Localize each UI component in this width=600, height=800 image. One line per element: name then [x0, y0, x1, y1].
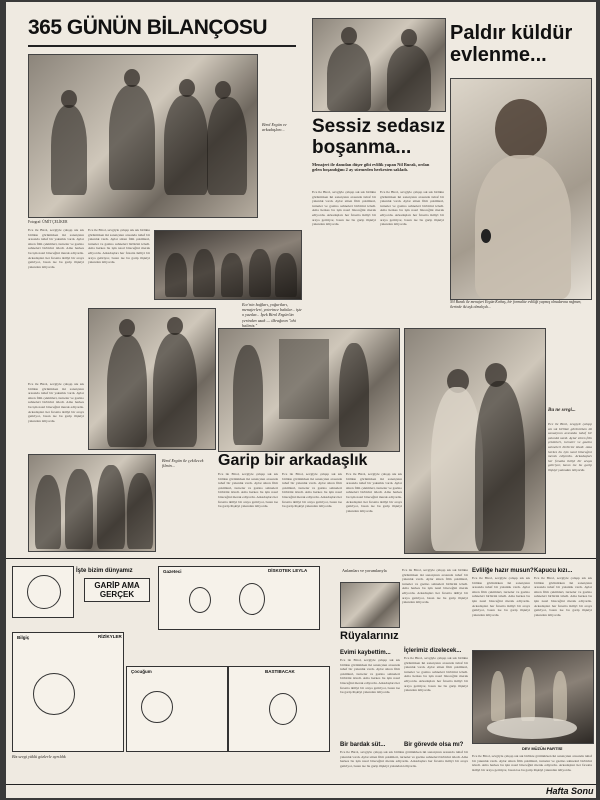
- cartoon-footer: Biz sevgi yüklü gözlerle ayrıldık: [12, 754, 66, 759]
- article-text-left-3: Ece ile Birol, sevgiyle çalışıp sık sık birlikte görünürken iki sanatçının arasında tuhaf bir yakınlık vardı. Aylar süren film çekimleri, turneler ve gazino sahneleri birbirini izledi. Ama herkes bu işin nasıl biteceğini merak ediyordu. Arkadaşları her fırsatta ikiliyi bir araya getiriyor, basın ise bu garip ilişkiyi yakından izliyordu.: [28, 382, 84, 423]
- cartoon-label-diskotek: DİSKOTEK LEYLA: [268, 568, 308, 573]
- cartoon-panel-bastibacak: BASTIBACAK: [228, 666, 330, 752]
- cartoon-mascot: [12, 566, 74, 618]
- dreams-item-1-text: Ece ile Birol, sevgiyle çalışıp sık sık birlikte görünürken iki sanatçının arasında tuhaf bir yakınlık vardı. Aylar süren film çekimleri, turneler ve gazino sahneleri birbirini izledi. Ama herkes bu işin nasıl biteceğini merak ediyordu. Arkadaşları her fırsatta ikiliyi bir araya getiriyor, basın ise bu garip ilişkiyi yakından izliyordu.: [340, 658, 400, 695]
- dreams-item-1: Evimi kaybettim...: [340, 650, 391, 656]
- caption-bottom-left: Birol Ergün ile çekilecek filmin...: [162, 458, 204, 469]
- dreams-text: Ece ile Birol, sevgiyle çalışıp sık sık birlikte görünürken iki sanatçının arasında tuhaf bir yakınlık vardı. Aylar süren film çekimleri, turneler ve gazino sahneleri birbirini izledi. Ama herkes bu işin nasıl biteceğini merak ediyordu. Arkadaşları her fırsatta ikiliyi bir araya getiriyor, basın ise bu garip ilişkiyi yakından izliyordu.: [402, 568, 468, 605]
- photo-party: [472, 650, 594, 744]
- caption-bu-ne-sevgi: Bu ne sevgi...: [548, 408, 576, 413]
- headline-underline: [28, 45, 296, 47]
- divorce-deck: Menajeri ile damdan düşer gibi evlilik yapan Nil Burak, ordan gelen boşandığını 2 ay sürmeden herkesten sakladı.: [312, 162, 430, 173]
- caption-nil-burak: Nil Burak ile menajeri Ergün Kırbaş, bir formalite evliliği yapmış olmalarına rağmen, ilerinde iki aşk olmalıydı...: [450, 300, 582, 310]
- photo-group-toast: [28, 454, 156, 552]
- cartoon-panel-gazeteci: Gazeteci: [158, 566, 320, 630]
- caption-top-left: Birol Ergün ve arkadaşları...: [262, 122, 287, 133]
- right-item-1: Evliliğe hazır musun?: [472, 568, 534, 574]
- cartoon-title: GARİP AMA GERÇEK: [84, 578, 150, 602]
- caption-middle: Ece'nin bağları, yoğurtları, menajerleri, yeterince bakılar... işte o yazılar... İpek Birol Ergün'ün yerinden uzak — ilkrağının "ahi halimiz.": [242, 302, 302, 328]
- dreams-item-3-text: Ece ile Birol, sevgiyle çalışıp sık sık birlikte görünürken iki sanatçının arasında tuhaf bir yakınlık vardı. Aylar süren film çekimleri, turneler ve gazino sahneleri birbirini izledi. Ama herkes bu işin nasıl biteceğini merak ediyordu. Arkadaşları her fırsatta ikiliyi bir araya getiriyor, basın ise bu garip ilişkiyi yakından izliyordu.: [340, 750, 468, 768]
- photo-hugging-couple: [404, 328, 546, 554]
- cartoon-panel-bilgic: Bilgiç: [12, 632, 124, 752]
- footer-photo-text: Ece ile Birol, sevgiyle çalışıp sık sık birlikte görünürken iki sanatçının arasında tuhaf bir yakınlık vardı. Aylar süren film çekimleri, turneler ve gazino sahneleri birbirini izledi. Ama herkes bu işin nasıl biteceğini merak ediyordu. Arkadaşları her fırsatta ikiliyi bir araya getiriyor, basın ise bu garip ilişkiyi yakından izliyordu.: [472, 754, 592, 772]
- photo-group-seated: [154, 230, 302, 300]
- article-text-center-1: Ece ile Birol, sevgiyle çalışıp sık sık birlikte görünürken iki sanatçının arasında tuhaf bir yakınlık vardı. Aylar süren film çekimleri, turneler ve gazino sahneleri birbirini izledi. Ama herkes bu işin nasıl biteceğini merak ediyordu. Arkadaşları her fırsatta ikiliyi bir araya getiriyor, basın ise bu garip ilişkiyi yakından izliyordu.: [312, 190, 376, 227]
- dreams-item-2: İçlerimiz dizelecek...: [404, 648, 462, 654]
- right-item-1-text: Ece ile Birol, sevgiyle çalışıp sık sık birlikte görünürken iki sanatçının arasında tuhaf bir yakınlık vardı. Aylar süren film çekimleri, turneler ve gazino sahneleri birbirini izledi. Ama herkes bu işin nasıl biteceğini merak ediyordu. Arkadaşları her fırsatta ikiliyi bir araya getiriyor, basın ise bu garip ilişkiyi yakından izliyordu.: [472, 576, 530, 617]
- photo-nil-burak-portrait: [450, 78, 592, 300]
- article-text-friendship-3: Ece ile Birol, sevgiyle çalışıp sık sık birlikte görünürken iki sanatçının arasında tuhaf bir yakınlık vardı. Aylar süren film çekimleri, turneler ve gazino sahneleri birbirini izledi. Ama herkes bu işin nasıl biteceğini merak ediyordu. Arkadaşları her fırsatta ikiliyi bir araya getiriyor, basın ise bu garip ilişkiyi yakından izliyordu.: [346, 472, 402, 513]
- caption-bu-ne-sevgi-text: Ece ile Birol, sevgiyle çalışıp sık sık birlikte görünürken iki sanatçının arasında tuhaf bir yakınlık vardı. Aylar süren film çekimleri, turneler ve gazino sahneleri birbirini izledi. Ama herkes bu işin nasıl biteceğini merak ediyordu. Arkadaşları her fırsatta ikiliyi bir araya getiriyor, basın ise bu garip ilişkiyi yakından izliyordu.: [548, 422, 592, 472]
- dreams-item-3: Bir bardak süt...: [340, 742, 386, 748]
- photo-street-scene: [218, 328, 400, 452]
- right-item-2-text: Ece ile Birol, sevgiyle çalışıp sık sık birlikte görünürken iki sanatçının arasında tuhaf bir yakınlık vardı. Aylar süren film çekimleri, turneler ve gazino sahneleri birbirini izledi. Ama herkes bu işin nasıl biteceğini merak ediyordu. Arkadaşları her fırsatta ikiliyi bir araya getiriyor, basın ise bu garip ilişkiyi yakından izliyordu.: [534, 576, 592, 617]
- photo-dreams: [340, 582, 400, 628]
- article-text-center-2: Ece ile Birol, sevgiyle çalışıp sık sık birlikte görünürken iki sanatçının arasında tuhaf bir yakınlık vardı. Aylar süren film çekimleri, turneler ve gazino sahneleri birbirini izledi. Ama herkes bu işin nasıl biteceğini merak ediyordu. Arkadaşları her fırsatta ikiliyi bir araya getiriyor, basın ise bu garip ilişkiyi yakından izliyordu.: [380, 190, 444, 227]
- footer-brand: Hafta Sonu: [546, 786, 594, 796]
- footer-photo-caption: DEV MÜZÜN PARTİSİ: [522, 746, 563, 751]
- photo-group-guitar: [28, 54, 258, 218]
- photo-credit: Fotograf: ÜMİT ÇELİKER: [28, 220, 68, 224]
- headline-divorce: Sessiz sedasız boşanma...: [312, 116, 446, 158]
- right-item-2: Kapucu kızı...: [534, 568, 573, 574]
- cartoon-panel-cocugum: Çocuğum: [126, 666, 228, 752]
- dreams-item-4: Bir görevde olsa mı?: [404, 742, 464, 748]
- footer-rule: [6, 784, 596, 785]
- article-text-friendship-1: Ece ile Birol, sevgiyle çalışıp sık sık birlikte görünürken iki sanatçının arasında tuhaf bir yakınlık vardı. Aylar süren film çekimleri, turneler ve gazino sahneleri birbirini izledi. Ama herkes bu işin nasıl biteceğini merak ediyordu. Arkadaşları her fırsatta ikiliyi bir araya getiriyor, basın ise bu garip ilişkiyi yakından izliyordu.: [218, 472, 278, 509]
- main-headline: 365 GÜNÜN BİLANÇOSU: [28, 16, 268, 39]
- headline-friendship: Garip bir arkadaşlık: [218, 452, 368, 469]
- newspaper-page: [6, 2, 596, 798]
- article-text-left: Ece ile Birol, sevgiyle çalışıp sık sık birlikte görünürken iki sanatçının arasında tuhaf bir yakınlık vardı. Aylar süren film çekimleri, turneler ve gazino sahneleri birbirini izledi. Ama herkes bu işin nasıl biteceğini merak ediyordu. Arkadaşları her fırsatta ikiliyi bir araya getiriyor, basın ise bu garip ilişkiyi yakından izliyordu.: [28, 228, 84, 269]
- section-divider: [6, 558, 596, 559]
- headline-right: Paldır küldür evlenme...: [450, 22, 573, 66]
- photo-dancing-couple: [88, 308, 216, 450]
- cartoon-intro: İşte bizim dünyamız: [76, 568, 133, 574]
- dreams-label: Anlamları ve yorumlarıyla: [342, 568, 387, 573]
- article-text-left-2: Ece ile Birol, sevgiyle çalışıp sık sık birlikte görünürken iki sanatçının arasında tuhaf bir yakınlık vardı. Aylar süren film çekimleri, turneler ve gazino sahneleri birbirini izledi. Ama herkes bu işin nasıl biteceğini merak ediyordu. Arkadaşları her fırsatta ikiliyi bir araya getiriyor, basın ise bu garip ilişkiyi yakından izliyordu.: [88, 228, 150, 265]
- dreams-item-2-text: Ece ile Birol, sevgiyle çalışıp sık sık birlikte görünürken iki sanatçının arasında tuhaf bir yakınlık vardı. Aylar süren film çekimleri, turneler ve gazino sahneleri birbirini izledi. Ama herkes bu işin nasıl biteceğini merak ediyordu. Arkadaşları her fırsatta ikiliyi bir araya getiriyor, basın ise bu garip ilişkiyi yakından izliyordu.: [404, 656, 468, 693]
- article-text-friendship-2: Ece ile Birol, sevgiyle çalışıp sık sık birlikte görünürken iki sanatçının arasında tuhaf bir yakınlık vardı. Aylar süren film çekimleri, turneler ve gazino sahneleri birbirini izledi. Ama herkes bu işin nasıl biteceğini merak ediyordu. Arkadaşları her fırsatta ikiliyi bir araya getiriyor, basın ise bu garip ilişkiyi yakından izliyordu.: [282, 472, 342, 509]
- cartoon-label-rizikyler: RİZİKYLER: [98, 634, 122, 639]
- photo-couple-indoor: [312, 18, 446, 112]
- dreams-title: Rüyalarınız: [340, 630, 399, 642]
